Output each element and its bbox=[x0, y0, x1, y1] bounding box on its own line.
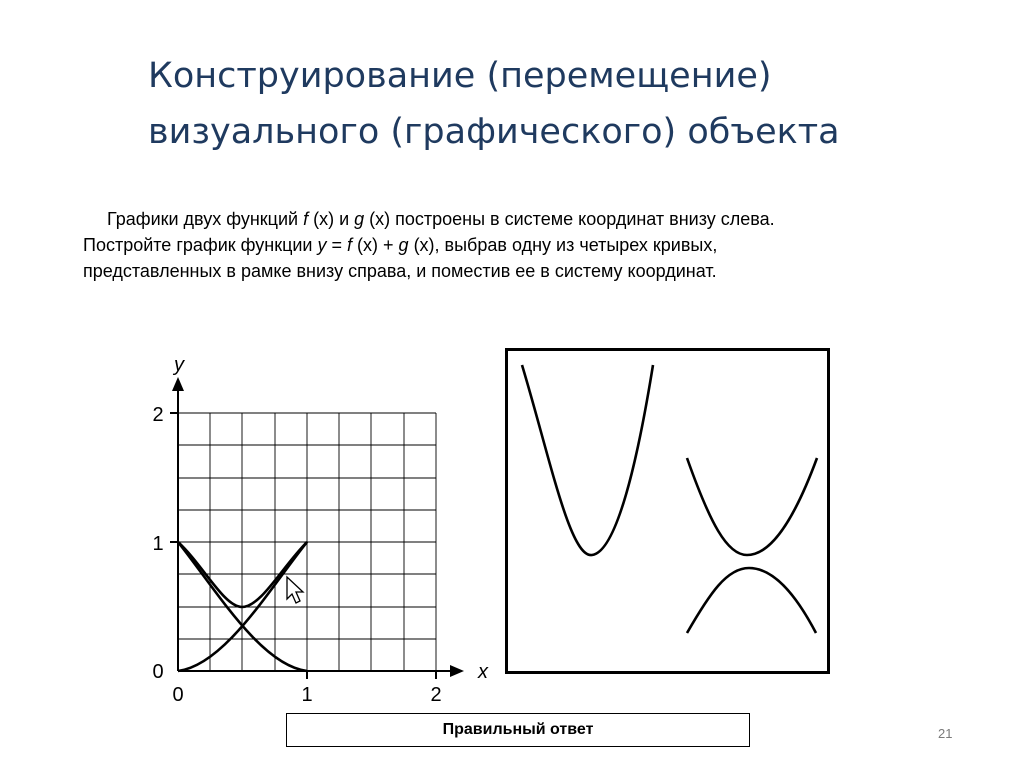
title-line-2: визуального (графического) объекта bbox=[148, 112, 840, 152]
task-part: (x) построены в системе координат внизу слева. bbox=[364, 209, 775, 229]
y-tick-label: 2 bbox=[152, 404, 164, 426]
task-part: = bbox=[326, 235, 348, 255]
task-line-3: представленных в рамке внизу справа, и поместив ее в систему координат. bbox=[83, 261, 717, 281]
task-part: Графики двух функций bbox=[107, 209, 304, 229]
choice-curve-downward-parabola[interactable] bbox=[687, 568, 816, 633]
coordinate-plot[interactable] bbox=[140, 345, 500, 705]
task-y: y bbox=[317, 235, 327, 255]
task-part: (x) и bbox=[308, 209, 355, 229]
y-axis-label: y bbox=[174, 354, 184, 376]
task-part: (x) + bbox=[352, 235, 399, 255]
slide-title bbox=[148, 48, 968, 160]
task-g: g bbox=[354, 209, 365, 229]
task-f: f bbox=[347, 235, 353, 255]
plot-axes bbox=[170, 377, 464, 679]
correct-answer-button[interactable]: Правильный ответ bbox=[286, 713, 750, 747]
choice-curve-steep-parabola[interactable] bbox=[522, 365, 653, 555]
task-part: Постройте график функции bbox=[83, 235, 318, 255]
task-line-1 bbox=[83, 206, 983, 232]
x-tick-label: 0 bbox=[172, 684, 184, 705]
task-g: g bbox=[398, 235, 409, 255]
page-number: 21 bbox=[938, 726, 953, 741]
title-line-1: Конструирование (перемещение) bbox=[148, 56, 772, 96]
y-tick-label: 1 bbox=[152, 533, 164, 555]
choice-curve-upward-parabola[interactable] bbox=[687, 458, 817, 555]
choice-frame bbox=[507, 350, 829, 673]
x-tick-label: 2 bbox=[430, 684, 442, 705]
task-line-2 bbox=[83, 232, 983, 258]
x-axis-label: x bbox=[478, 661, 488, 683]
curve-choice-box bbox=[505, 348, 831, 676]
task-text bbox=[83, 206, 983, 284]
task-part: (x), выбрав одну из четырех кривых, bbox=[408, 235, 718, 255]
x-tick-label: 1 bbox=[301, 684, 313, 705]
task-f: f bbox=[303, 209, 309, 229]
y-tick-label: 0 bbox=[152, 661, 164, 683]
mouse-pointer-icon bbox=[287, 577, 303, 603]
